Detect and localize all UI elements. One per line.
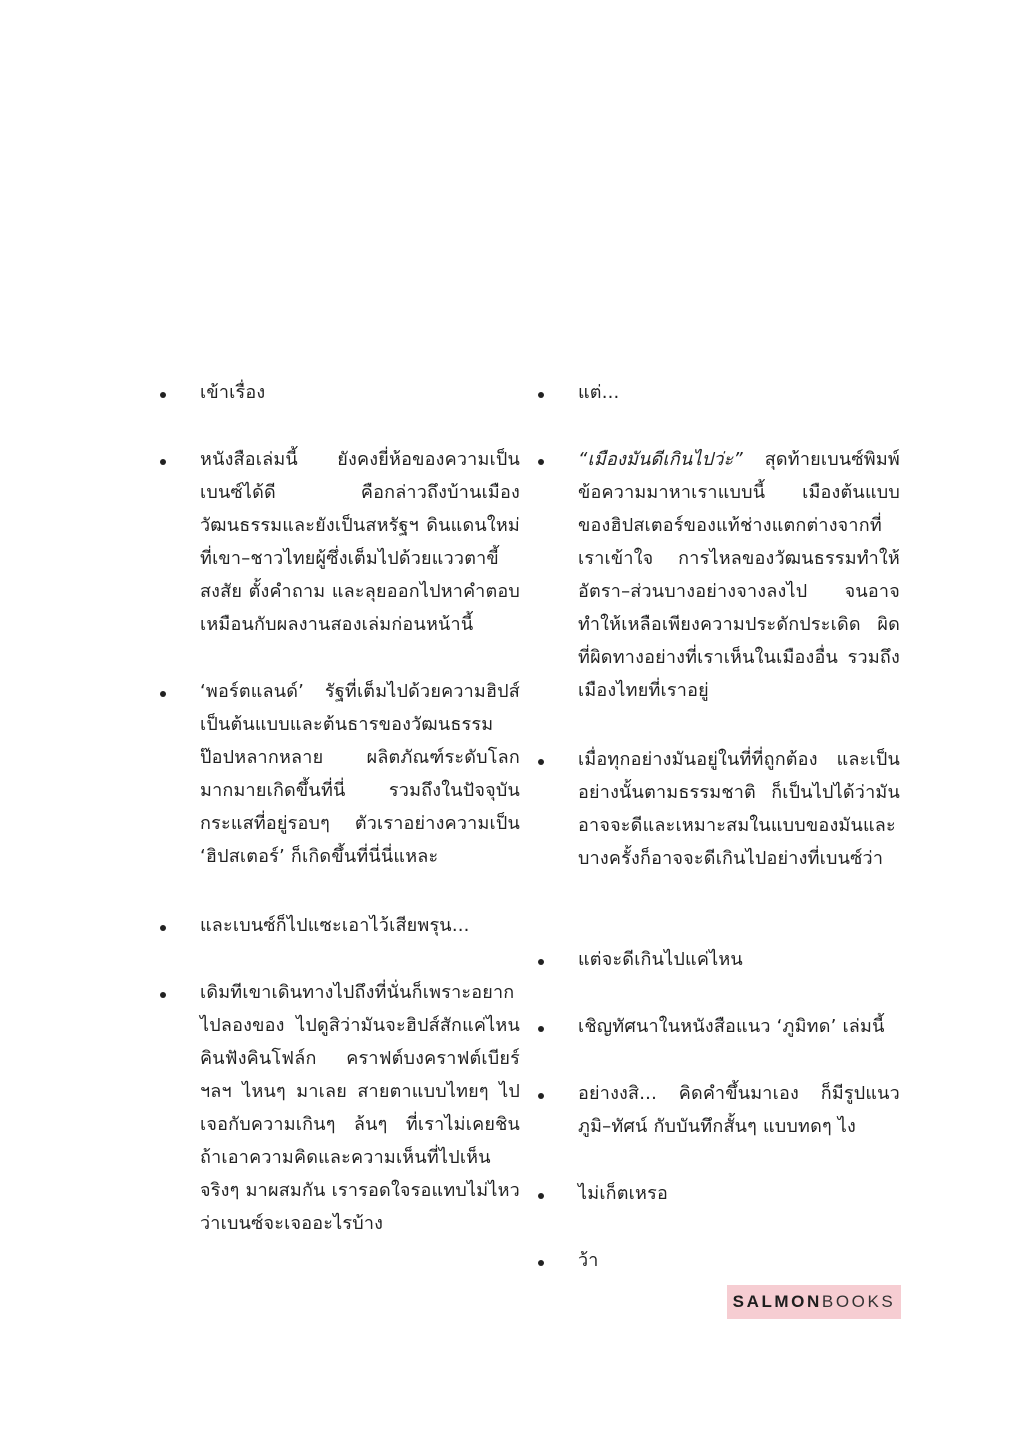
logo-light-text: BOOKS bbox=[821, 1292, 896, 1311]
paragraph: แต่จะดีเกินไปแค่ไหน bbox=[578, 949, 743, 970]
quote-text: “เมืองมันดีเกินไปว่ะ” bbox=[578, 449, 743, 470]
bullet-icon bbox=[538, 959, 544, 965]
paragraph: แต่... bbox=[578, 382, 620, 403]
paragraph: อย่างงสิ... คิดคำขึ้นมาเอง ก็มีรูปแนวภูมิ–ทัศน์ กับบันทึกสั้นๆ แบบทดๆ ไง bbox=[578, 1083, 900, 1137]
paragraph: หนังสือเล่มนี้ ยังคงยี่ห้อของความเป็นเบนซ์ได้ดี คือกล่าวถึงบ้านเมืองวัฒนธรรมและยังเป็นสหรัฐฯ ดินแดนใหม่ที่เขา–ชาวไทยผู้ซึ่งเต็มไปด้วยแววตาขี้สงสัย ตั้งคำถาม และลุยออกไปหาคำตอบ เหมือนกับผลงานสองเล่มก่อนหน้านี้ bbox=[200, 449, 520, 635]
bullet-icon bbox=[160, 392, 166, 398]
bullet-icon bbox=[160, 459, 166, 465]
bullet-icon bbox=[538, 1026, 544, 1032]
bullet-icon bbox=[160, 925, 166, 931]
paragraph: เมื่อทุกอย่างมันอยู่ในที่ที่ถูกต้อง และเป็นอย่างนั้นตามธรรมชาติ ก็เป็นไปได้ว่ามันอาจจะดีและเหมาะสมในแบบของมันและบางครั้งก็อาจจะดีเกินไปอย่างที่เบนซ์ว่า bbox=[578, 749, 900, 869]
bullet-icon bbox=[160, 992, 166, 998]
paragraph: เดิมทีเขาเดินทางไปถึงที่นั่นก็เพราะอยากไปลองของ ไปดูสิว่ามันจะฮิปส์สักแค่ไหน คินฟังคินโฟล์ก คราฟต์บงคราฟต์เบียร์ ฯลฯ ไหนๆ มาเลย สายตาแบบไทยๆ ไปเจอกับความเกินๆ ล้นๆ ที่เราไม่เคยชิน ถ้าเอาความคิดและความเห็นที่ไปเห็นจริงๆ มาผสมกัน เรารอดใจรอแทบไม่ไหวว่าเบนซ์จะเจออะไรบ้าง bbox=[200, 982, 520, 1234]
bullet-icon bbox=[538, 392, 544, 398]
bullet-icon bbox=[538, 459, 544, 465]
paragraph-body: สุดท้ายเบนซ์พิมพ์ข้อความมาหาเราแบบนี้ เมืองต้นแบบของฮิปสเตอร์ของแท้ช่างแตกต่างจากที่เราเข้าใจ การไหลของวัฒนธรรมทำให้อัตรา–ส่วนบางอย่างจางลงไป จนอาจทำให้เหลือเพียงความประดักประเดิด ผิดที่ผิดทางอย่างที่เราเห็นในเมืองอื่น รวมถึงเมืองไทยที่เราอยู่ bbox=[578, 449, 900, 701]
paragraph: และเบนซ์ก็ไปแซะเอาไว้เสียพรุน... bbox=[200, 915, 470, 936]
paragraph: ว้า bbox=[578, 1250, 599, 1271]
bullet-icon bbox=[538, 1260, 544, 1266]
paragraph: เชิญทัศนาในหนังสือแนว ‘ภูมิทด’ เล่มนี้ bbox=[578, 1016, 885, 1037]
publisher-logo bbox=[727, 1285, 901, 1319]
paragraph bbox=[578, 443, 900, 707]
paragraph: ไม่เก็ตเหรอ bbox=[578, 1183, 668, 1204]
bullet-icon bbox=[160, 691, 166, 697]
bullet-icon bbox=[538, 759, 544, 765]
logo-bold-text: SALMON bbox=[732, 1292, 822, 1311]
paragraph: ‘พอร์ตแลนด์’ รัฐที่เต็มไปด้วยความฮิปส์ เป็นต้นแบบและต้นธารของวัฒนธรรมป๊อปหลากหลาย ผลิตภัณฑ์ระดับโลกมากมายเกิดขึ้นที่นี่ รวมถึงในปัจจุบัน กระแสที่อยู่รอบๆ ตัวเราอย่างความเป็น ‘ฮิปสเตอร์’ ก็เกิดขึ้นที่นี่นี่แหละ bbox=[200, 681, 520, 867]
paragraph: เข้าเรื่อง bbox=[200, 382, 266, 403]
bullet-icon bbox=[538, 1093, 544, 1099]
bullet-icon bbox=[538, 1193, 544, 1199]
